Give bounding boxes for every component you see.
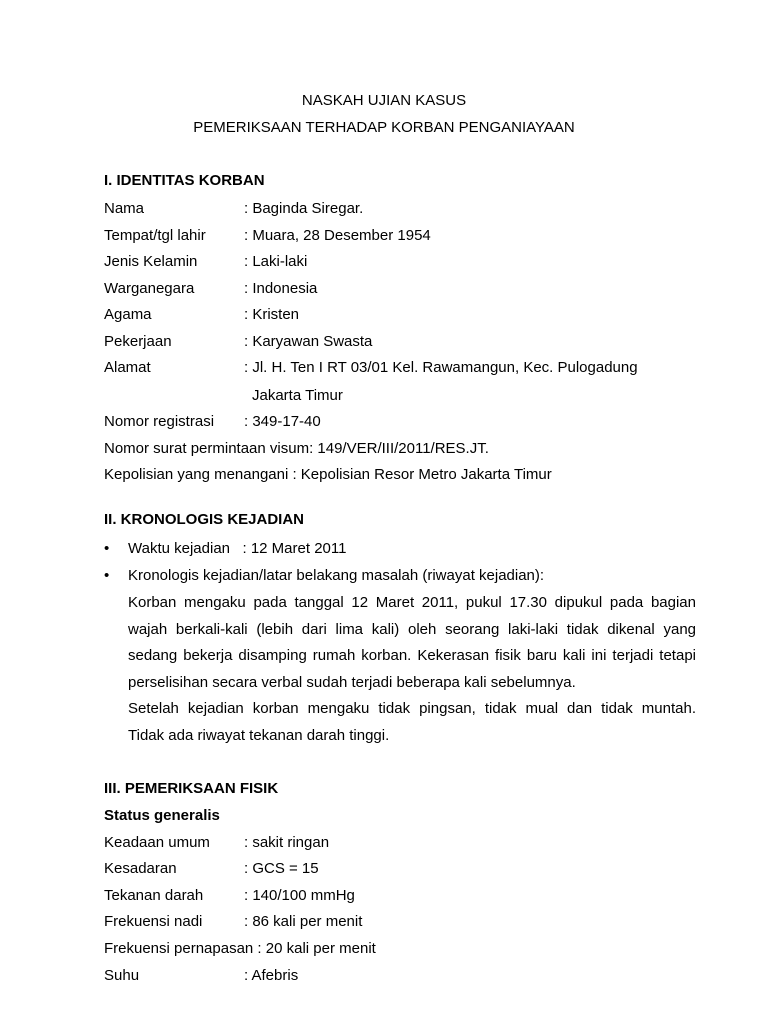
- field-value: : 86 kali per menit: [244, 913, 363, 930]
- bullet-icon: •: [104, 540, 110, 557]
- doc-title-2: PEMERIKSAAN TERHADAP KORBAN PENGANIAYAAN: [193, 119, 575, 136]
- field-label: Agama: [104, 306, 152, 323]
- field-row-tempat-tgl-lahir: [104, 227, 431, 245]
- paragraph-line: wajah berkali-kali (lebih dari lima kali) oleh seorang laki-laki tidak dikenal yang: [128, 621, 696, 638]
- field-label: Tempat/tgl lahir: [104, 227, 206, 244]
- paragraph-line: Setelah kejadian korban mengaku tidak pingsan, tidak mual dan tidak muntah.: [128, 700, 696, 717]
- field-row-nomor-registrasi: [104, 413, 321, 431]
- field-label: Warganegara: [104, 280, 195, 297]
- field-row-kesadaran: [104, 860, 319, 878]
- surat-permintaan-visum: Nomor surat permintaan visum: 149/VER/III/2011/RES.JT.: [104, 440, 489, 457]
- bullet-icon: •: [104, 567, 110, 584]
- field-row-nama: [104, 200, 364, 218]
- field-label: Frekuensi nadi: [104, 913, 203, 930]
- field-value: : Kristen: [244, 306, 300, 323]
- status-generalis-heading: Status generalis: [104, 807, 220, 824]
- field-value: : Muara, 28 Desember 1954: [244, 227, 431, 244]
- doc-title-1: NASKAH UJIAN KASUS: [301, 92, 467, 109]
- field-label: Alamat: [104, 359, 151, 376]
- field-row-frekuensi-nadi: [104, 913, 363, 931]
- field-label: Pekerjaan: [104, 333, 172, 350]
- field-row-jenis-kelamin: [104, 253, 308, 271]
- field-row-keadaan-umum: [104, 834, 330, 852]
- paragraph-line: Korban mengaku pada tanggal 12 Maret 2011, pukul 17.30 dipukul pada bagian: [128, 594, 696, 611]
- field-value: : Jl. H. Ten I RT 03/01 Kel. Rawamangun, Kec. Pulogadung: [244, 359, 638, 376]
- paragraph-line: sedang bekerja disamping rumah korban. Kekerasan fisik baru kali ini terjadi tetapi: [128, 647, 696, 664]
- field-row-alamat: [104, 359, 638, 377]
- field-label: Tekanan darah: [104, 887, 204, 904]
- field-row-warganegara: [104, 280, 318, 298]
- field-row-pekerjaan: [104, 333, 373, 351]
- field-value: : Indonesia: [244, 280, 318, 297]
- field-value: : Laki-laki: [244, 253, 308, 270]
- kepolisian-line: Kepolisian yang menangani : Kepolisian Resor Metro Jakarta Timur: [104, 466, 552, 483]
- paragraph-line: perselisihan secara verbal sudah terjadi beberapa kali sebelumnya.: [128, 674, 576, 691]
- paragraph-line: Tidak ada riwayat tekanan darah tinggi.: [128, 727, 390, 744]
- field-row-tekanan-darah: [104, 887, 355, 905]
- field-label: Nama: [104, 200, 145, 217]
- field-label: Keadaan umum: [104, 834, 210, 851]
- bullet-text: Waktu kejadian : 12 Maret 2011: [128, 540, 347, 557]
- field-label: Jenis Kelamin: [104, 253, 198, 270]
- frekuensi-pernapasan-line: Frekuensi pernapasan : 20 kali per menit: [104, 940, 376, 957]
- section-2-heading: II. KRONOLOGIS KEJADIAN: [104, 511, 305, 528]
- field-value: : sakit ringan: [244, 834, 330, 851]
- field-value: : 349-17-40: [244, 413, 321, 430]
- field-label: Suhu: [104, 967, 140, 984]
- field-row-agama: [104, 306, 300, 324]
- field-label: Kesadaran: [104, 860, 177, 877]
- field-row-suhu: [104, 967, 299, 985]
- field-label: Nomor registrasi: [104, 413, 215, 430]
- section-1-heading: I. IDENTITAS KORBAN: [104, 172, 265, 189]
- field-value: : Karyawan Swasta: [244, 333, 373, 350]
- section-3-heading: III. PEMERIKSAAN FISIK: [104, 780, 279, 797]
- field-value: : Baginda Siregar.: [244, 200, 364, 217]
- bullet-text: Kronologis kejadian/latar belakang masalah (riwayat kejadian):: [128, 567, 545, 584]
- field-value: : GCS = 15: [244, 860, 319, 877]
- field-value: : 140/100 mmHg: [244, 887, 355, 904]
- field-value: : Afebris: [244, 967, 299, 984]
- field-value-continuation: Jakarta Timur: [252, 387, 343, 404]
